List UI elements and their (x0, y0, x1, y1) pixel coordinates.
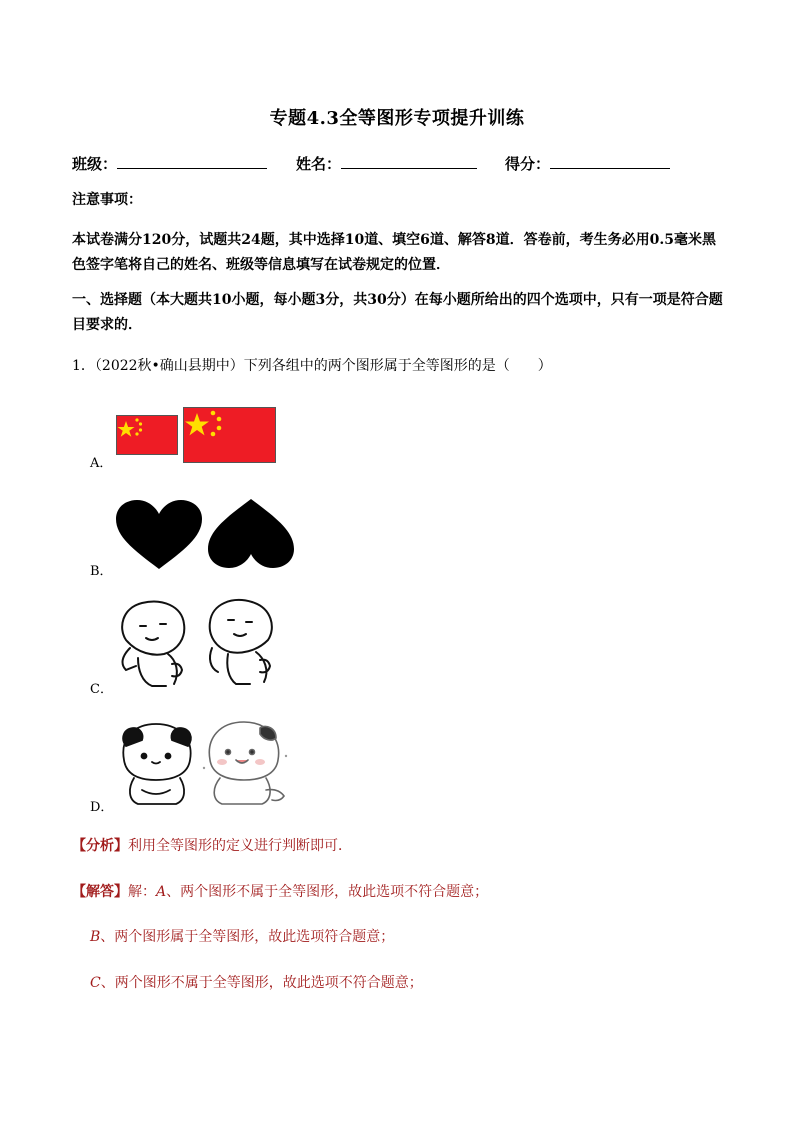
class-label: 班级： (72, 155, 118, 173)
analysis-tag: 【分析】 (72, 838, 128, 854)
cartoon-cat-right-image (200, 716, 292, 808)
analysis-line (72, 834, 724, 859)
option-b-label: B． (90, 564, 113, 579)
score-field (505, 152, 670, 174)
score-label: 得分： (505, 155, 551, 173)
answer-line-b (90, 925, 742, 950)
answer-c-letter: C (90, 975, 101, 991)
name-field (296, 152, 477, 174)
cartoon-figure-left-image (112, 598, 194, 690)
answer-prefix: 解： (128, 884, 156, 900)
name-label: 姓名： (296, 155, 342, 173)
heart-inverted-image (207, 497, 295, 569)
notes-body: 本试卷满分120分，试题共24题，其中选择10道、填空6道、解答8道．答卷前，考生务必用0.5毫米黑色签字笔将自己的姓名、班级等信息填写在试卷规定的位置． (72, 232, 717, 273)
cartoon-figure-right-image (200, 596, 282, 688)
class-blank[interactable] (117, 152, 267, 169)
option-c-label: C． (90, 682, 113, 697)
large-flag-image (183, 407, 276, 463)
option-d-label: D． (90, 800, 114, 815)
class-field (72, 152, 267, 174)
cartoon-cat-left-image (116, 716, 198, 808)
analysis-text: 利用全等图形的定义进行判断即可． (128, 838, 352, 854)
answer-tag: 【解答】 (72, 884, 128, 900)
answer-line-c (90, 971, 742, 996)
answer-a-text: 、两个图形不属于全等图形，故此选项不符合题意； (166, 884, 489, 900)
answer-line-a (72, 880, 724, 905)
section-heading: 一、选择题（本大题共10小题，每小题3分，共30分）在每小题所给出的四个选项中，只有一项是符合题目要求的． (72, 292, 723, 333)
notes-heading: 注意事项： (72, 192, 142, 208)
heart-upright-image (115, 499, 203, 571)
question-stem: 1．（2022秋•确山县期中）下列各组中的两个图形属于全等图形的是（ ） (72, 358, 552, 374)
student-info-row (72, 152, 722, 176)
answer-b-text: 、两个图形属于全等图形，故此选项符合题意； (100, 929, 395, 945)
page-title: 专题4.3全等图形专项提升训练 (269, 108, 525, 129)
name-blank[interactable] (341, 152, 477, 169)
option-a-label: A． (90, 456, 113, 471)
answer-a-letter: A (156, 884, 167, 900)
small-flag-image (116, 415, 178, 455)
answer-c-text: 、两个图形不属于全等图形，故此选项不符合题意； (100, 975, 423, 991)
answer-b-letter: B (90, 929, 101, 945)
score-blank[interactable] (550, 152, 670, 169)
